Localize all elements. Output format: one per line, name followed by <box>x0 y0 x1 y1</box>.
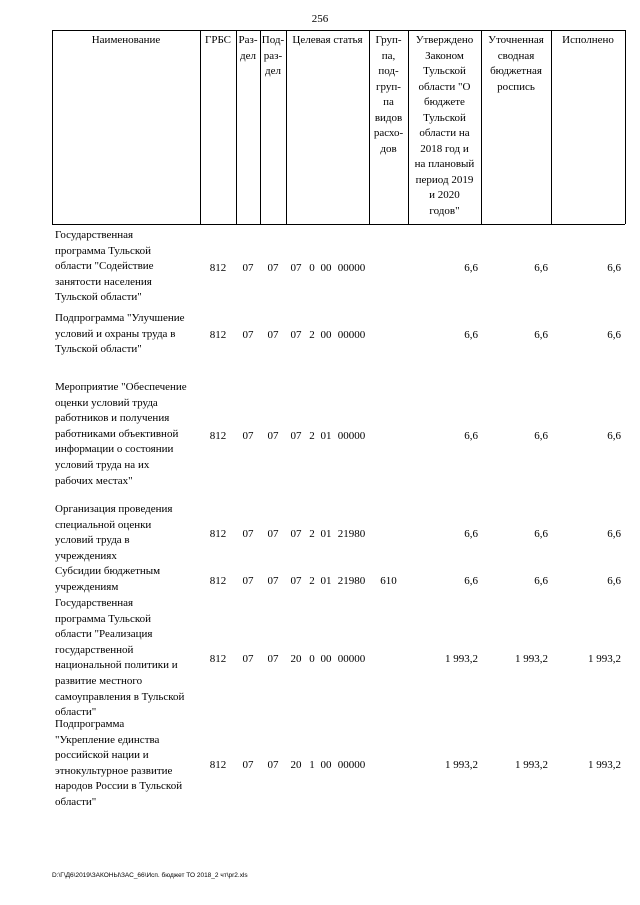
row-executed: 6,6 <box>607 430 621 442</box>
row-refined: 6,6 <box>534 329 548 341</box>
footer-file-path: D:\Г\Д6\2019\ЗАКОНЫ\ЗАС_66\Исп. бюджет ТО 2018_2 чт\pr2.xls <box>52 872 248 879</box>
row-name: Организация проведения специальной оценки условий труда в учреждениях <box>55 503 173 562</box>
row-target-subprogram: 0 <box>309 653 315 665</box>
row-target-code: 00000 <box>337 262 366 274</box>
row-razdel: 07 <box>242 262 254 274</box>
row-target-program: 07 <box>290 262 302 274</box>
row-target-subprogram: 1 <box>309 759 315 771</box>
column-header-grbs: ГРБС <box>204 34 232 46</box>
row-razdel: 07 <box>242 653 254 665</box>
row-target-subprogram: 2 <box>309 575 315 587</box>
row-approved: 6,6 <box>464 329 478 341</box>
column-header-razdel: Раз- дел <box>238 34 258 62</box>
row-podrazdel: 07 <box>267 575 279 587</box>
row-executed: 1 993,2 <box>588 759 621 771</box>
row-target-code: 00000 <box>337 759 366 771</box>
row-name: Субсидии бюджетным учреждениям <box>55 565 161 593</box>
column-header-executed: Исполнено <box>562 34 614 46</box>
row-executed: 6,6 <box>607 528 621 540</box>
row-podrazdel: 07 <box>267 759 279 771</box>
row-refined: 1 993,2 <box>515 653 548 665</box>
row-target-event: 00 <box>320 262 332 274</box>
row-razdel: 07 <box>242 528 254 540</box>
column-header-name: Наименование <box>91 34 161 46</box>
row-target-program: 07 <box>290 528 302 540</box>
row-target-program: 20 <box>290 759 302 771</box>
row-name: Мероприятие "Обеспечение оценки условий труда работников и получения работниками объективной информации о состоянии условий труда на их рабочих местах" <box>55 381 187 487</box>
row-grbs: 812 <box>209 430 227 442</box>
row-target-code: 00000 <box>337 653 366 665</box>
row-executed: 6,6 <box>607 329 621 341</box>
row-target-subprogram: 2 <box>309 430 315 442</box>
row-target-program: 07 <box>290 329 302 341</box>
row-executed: 1 993,2 <box>588 653 621 665</box>
row-refined: 6,6 <box>534 528 548 540</box>
row-target-program: 07 <box>290 575 302 587</box>
row-executed: 6,6 <box>607 575 621 587</box>
row-approved: 1 993,2 <box>445 653 478 665</box>
row-target-event: 00 <box>320 759 332 771</box>
row-grbs: 812 <box>209 262 227 274</box>
row-target-event: 01 <box>320 575 332 587</box>
row-name: Государственная программа Тульской области "Содействие занятости населения Тульской области" <box>55 229 154 304</box>
row-target-event: 00 <box>320 329 332 341</box>
row-razdel: 07 <box>242 329 254 341</box>
row-podrazdel: 07 <box>267 653 279 665</box>
row-approved: 6,6 <box>464 575 478 587</box>
row-grbs: 812 <box>209 528 227 540</box>
row-refined: 6,6 <box>534 262 548 274</box>
row-target-code: 21980 <box>337 575 366 587</box>
column-header-refined: Уточненная сводная бюджетная роспись <box>488 34 544 93</box>
row-target-program: 20 <box>290 653 302 665</box>
row-approved: 6,6 <box>464 430 478 442</box>
row-target-program: 07 <box>290 430 302 442</box>
row-grbs: 812 <box>209 759 227 771</box>
row-approved: 6,6 <box>464 528 478 540</box>
row-target-subprogram: 0 <box>309 262 315 274</box>
row-podrazdel: 07 <box>267 528 279 540</box>
row-target-event: 00 <box>320 653 332 665</box>
row-approved: 6,6 <box>464 262 478 274</box>
row-razdel: 07 <box>242 430 254 442</box>
row-target-event: 01 <box>320 430 332 442</box>
row-target-event: 01 <box>320 528 332 540</box>
column-header-target: Целевая статья <box>292 34 363 46</box>
row-razdel: 07 <box>242 575 254 587</box>
column-header-group: Груп- па, под- груп- па видов расхо- дов <box>373 34 404 155</box>
row-group: 610 <box>380 575 397 587</box>
row-grbs: 812 <box>209 575 227 587</box>
row-target-code: 00000 <box>337 430 366 442</box>
row-target-code: 00000 <box>337 329 366 341</box>
page-number: 256 <box>311 13 329 25</box>
row-name: Подпрограмма "Улучшение условий и охраны труда в Тульской области" <box>55 312 185 356</box>
column-header-podrazdel: Под- раз- дел <box>261 34 285 77</box>
row-podrazdel: 07 <box>267 329 279 341</box>
row-refined: 6,6 <box>534 575 548 587</box>
row-target-subprogram: 2 <box>309 528 315 540</box>
column-header-approved: Утверждено Законом Тульской области "О бюджете Тульской области на 2018 год и на плановый период 2019 и 2020 годов" <box>414 34 475 217</box>
row-approved: 1 993,2 <box>445 759 478 771</box>
row-grbs: 812 <box>209 653 227 665</box>
row-target-code: 21980 <box>337 528 366 540</box>
row-podrazdel: 07 <box>267 430 279 442</box>
row-target-subprogram: 2 <box>309 329 315 341</box>
row-refined: 6,6 <box>534 430 548 442</box>
row-name: Подпрограмма "Укрепление единства российской нации и этнокультурное развитие народов России в Тульской области" <box>55 718 183 808</box>
row-podrazdel: 07 <box>267 262 279 274</box>
row-grbs: 812 <box>209 329 227 341</box>
row-executed: 6,6 <box>607 262 621 274</box>
row-name: Государственная программа Тульской области "Реализация государственной национальной политики и развитие местного самоуправления в Тульской области" <box>55 597 185 719</box>
row-refined: 1 993,2 <box>515 759 548 771</box>
row-razdel: 07 <box>242 759 254 771</box>
